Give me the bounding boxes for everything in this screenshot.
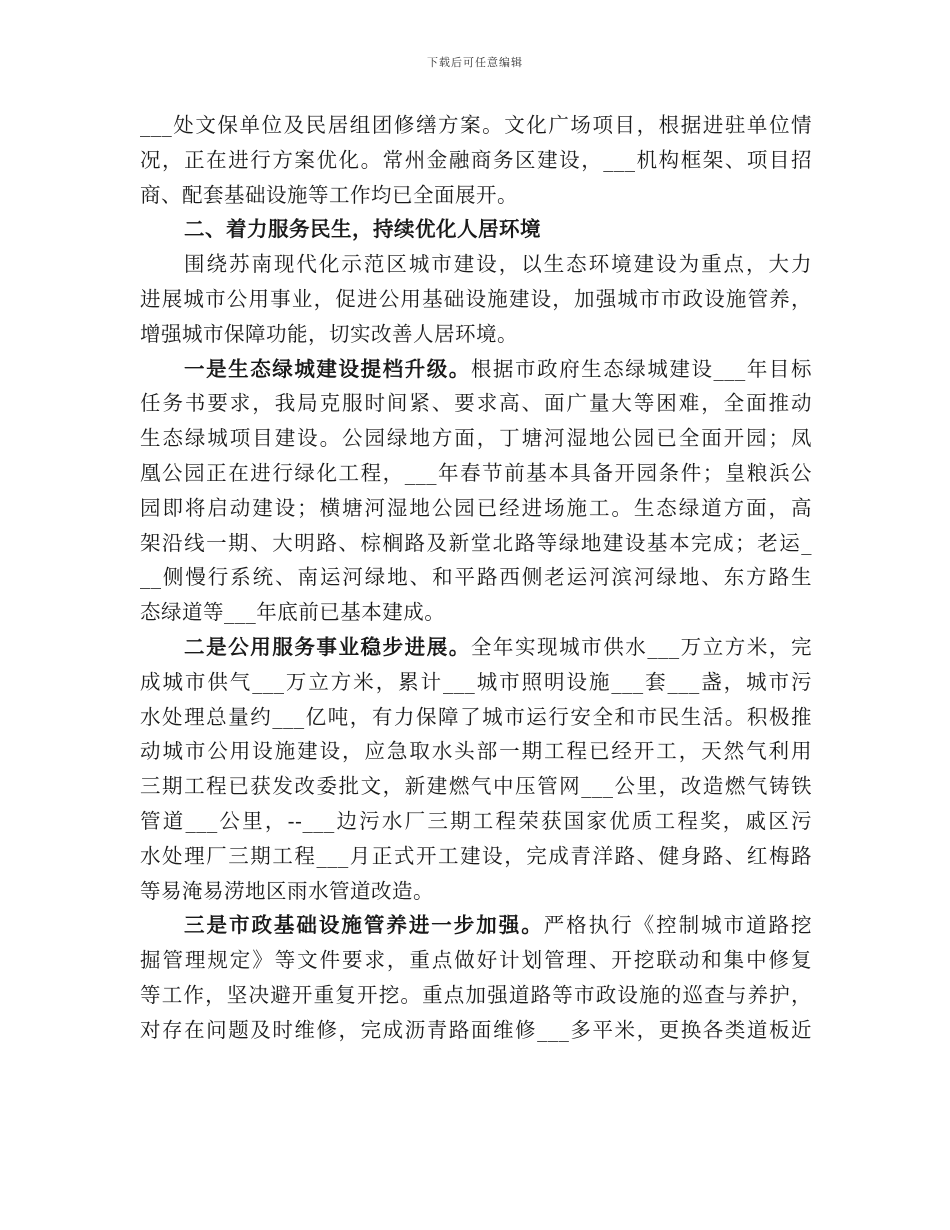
paragraph-lead-text: 根据市政府生态绿城建设___年目标 <box>470 356 812 381</box>
text-line: 增强城市保障功能，切实改善人居环境。 <box>140 321 518 346</box>
page-header: 下载后可任意编辑 <box>427 56 523 69</box>
text-line: 水处理厂三期工程___月正式开工建设，完成青洋路、健身路、红梅路 <box>140 843 812 868</box>
text-line: 商、配套基础设施等工作均已全面展开。 <box>140 182 518 207</box>
text-line: 管道___公里，--___边污水厂三期工程荣获国家优质工程奖，戚区污 <box>140 808 812 833</box>
text-line: 成城市供气___万立方米，累计___城市照明设施___套___盏，城市污 <box>140 669 812 694</box>
text-line: 况，正在进行方案优化。常州金融商务区建设，___机构框架、项目招 <box>140 147 812 172</box>
text-line: 园即将启动建设；横塘河湿地公园已经进场施工。生态绿道方面，高 <box>140 495 812 520</box>
text-line: 凰公园正在进行绿化工程，___年春节前基本具备开园条件；皇粮浜公 <box>140 460 812 485</box>
document-body <box>140 108 812 1048</box>
text-line: 任务书要求，我局克服时间紧、要求高、面广量大等困难，全面推动 <box>140 391 812 416</box>
paragraph-lead-text: 严格执行《控制城市道路挖 <box>543 913 812 938</box>
text-line: 三期工程已获发改委批文，新建燃气中压管网___公里，改造燃气铸铁 <box>140 774 812 799</box>
paragraph-lead-title: 二是公用服务事业稳步进展。 <box>184 634 471 659</box>
text-line: 掘管理规定》等文件要求，重点做好计划管理、开挖联动和集中修复 <box>140 948 812 973</box>
text-line: 动城市公用设施建设，应急取水头部一期工程已经开工，天然气利用 <box>140 739 812 764</box>
text-line: 围绕苏南现代化示范区城市建设，以生态环境建设为重点，大力 <box>184 252 812 277</box>
paragraph-lead-title: 一是生态绿城建设提档升级。 <box>184 356 471 381</box>
text-line: 架沿线一期、大明路、棕榈路及新堂北路等绿地建设基本完成；老运_ <box>140 530 812 555</box>
text-line: __侧慢行系统、南运河绿地、和平路西侧老运河滨河绿地、东方路生 <box>140 565 812 590</box>
paragraph-lead-text: 全年实现城市供水___万立方米，完 <box>470 634 812 659</box>
paragraph-lead-line <box>140 908 812 943</box>
text-line: 对存在问题及时维修，完成沥青路面维修___多平米，更换各类道板近 <box>140 1017 812 1042</box>
text-line: 态绿道等___年底前已基本建成。 <box>140 600 446 625</box>
text-line: ___处文保单位及民居组团修缮方案。文化广场项目，根据进驻单位情 <box>140 113 812 137</box>
paragraph-lead-line <box>140 352 812 387</box>
text-line: 生态绿城项目建设。公园绿地方面，丁塘河湿地公园已全面开园；凤 <box>140 426 812 451</box>
text-line: 进展城市公用事业，促进公用基础设施建设，加强城市市政设施管养， <box>140 286 812 311</box>
section-heading: 二、着力服务民生，持续优化人居环境 <box>184 217 541 242</box>
paragraph-lead-line <box>140 630 812 665</box>
paragraph-lead-title: 三是市政基础设施管养进一步加强。 <box>184 913 544 938</box>
text-line: 等易淹易涝地区雨水管道改造。 <box>140 878 434 903</box>
text-line: 水处理总量约___亿吨，有力保障了城市运行安全和市民生活。积极推 <box>140 704 812 729</box>
text-line: 等工作，坚决避开重复开挖。重点加强道路等市政设施的巡查与养护， <box>140 982 812 1007</box>
